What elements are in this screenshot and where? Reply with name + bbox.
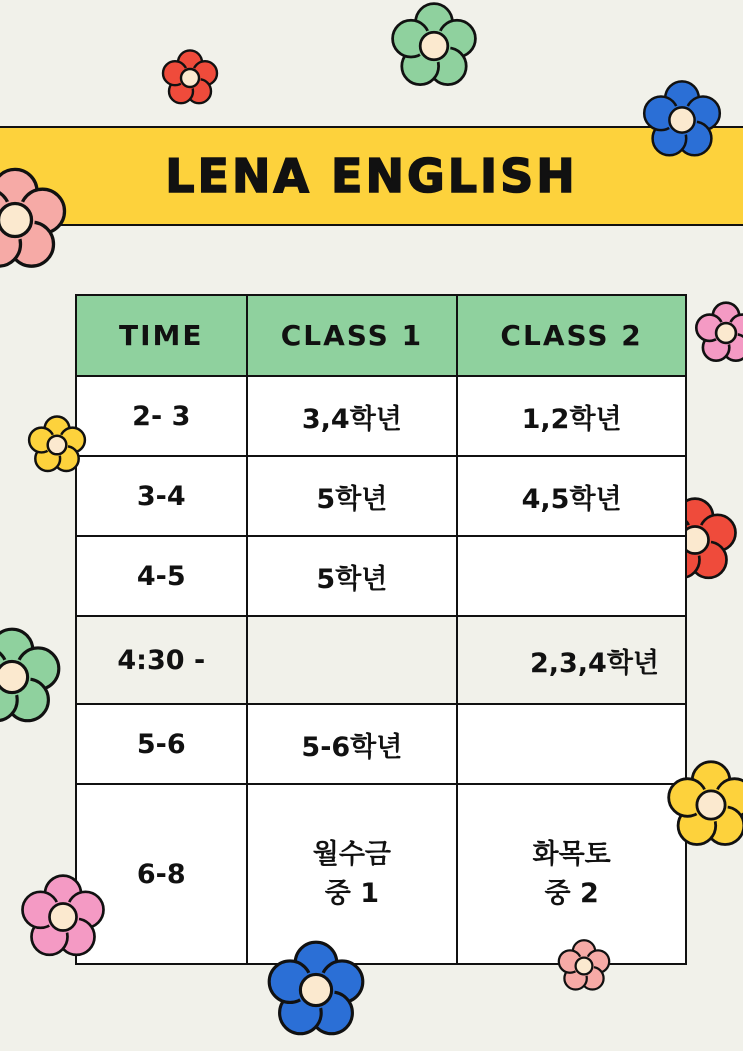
table-row — [76, 616, 686, 704]
flower-icon — [160, 48, 220, 108]
time-cell: 5-6 — [76, 704, 247, 784]
class-1-cell: 5-6학년 — [247, 704, 458, 784]
class-1-cell: 3,4학년 — [247, 376, 458, 456]
class-2-cell: 4,5학년 — [457, 456, 686, 536]
time-cell: 4:30 - — [76, 616, 247, 704]
time-cell: 2- 3 — [76, 376, 247, 456]
schedule-table — [75, 294, 687, 965]
flower-icon — [693, 300, 743, 366]
class-1-cell: 월수금 중 1 — [247, 784, 458, 964]
class-1-cell: 5학년 — [247, 456, 458, 536]
class-2-cell — [457, 536, 686, 616]
class-1-cell: 5학년 — [247, 536, 458, 616]
class-2-cell — [457, 704, 686, 784]
flower-icon — [264, 938, 368, 1042]
time-cell: 6-8 — [76, 784, 247, 964]
table-header-row — [76, 295, 686, 376]
flower-icon — [0, 165, 70, 275]
header-class-1: CLASS 1 — [247, 295, 458, 376]
flower-icon — [26, 414, 88, 476]
header-class-2: CLASS 2 — [457, 295, 686, 376]
table-row — [76, 456, 686, 536]
class-1-cell — [247, 616, 458, 704]
flower-icon — [0, 625, 64, 729]
table-row — [76, 784, 686, 964]
page-title: LENA ENGLISH — [165, 149, 578, 203]
time-cell: 4-5 — [76, 536, 247, 616]
flower-icon — [556, 938, 612, 994]
class-2-cell: 화목토 중 2 — [457, 784, 686, 964]
flower-icon — [18, 872, 108, 962]
table-row — [76, 376, 686, 456]
header-time: TIME — [76, 295, 247, 376]
class-2-cell: 1,2학년 — [457, 376, 686, 456]
class-2-cell: 2,3,4학년 — [457, 616, 686, 704]
table-row — [76, 704, 686, 784]
title-banner — [0, 126, 743, 226]
flower-icon — [664, 758, 743, 852]
time-cell: 3-4 — [76, 456, 247, 536]
flower-icon — [384, 0, 484, 92]
table-row — [76, 536, 686, 616]
flower-icon — [640, 78, 724, 162]
